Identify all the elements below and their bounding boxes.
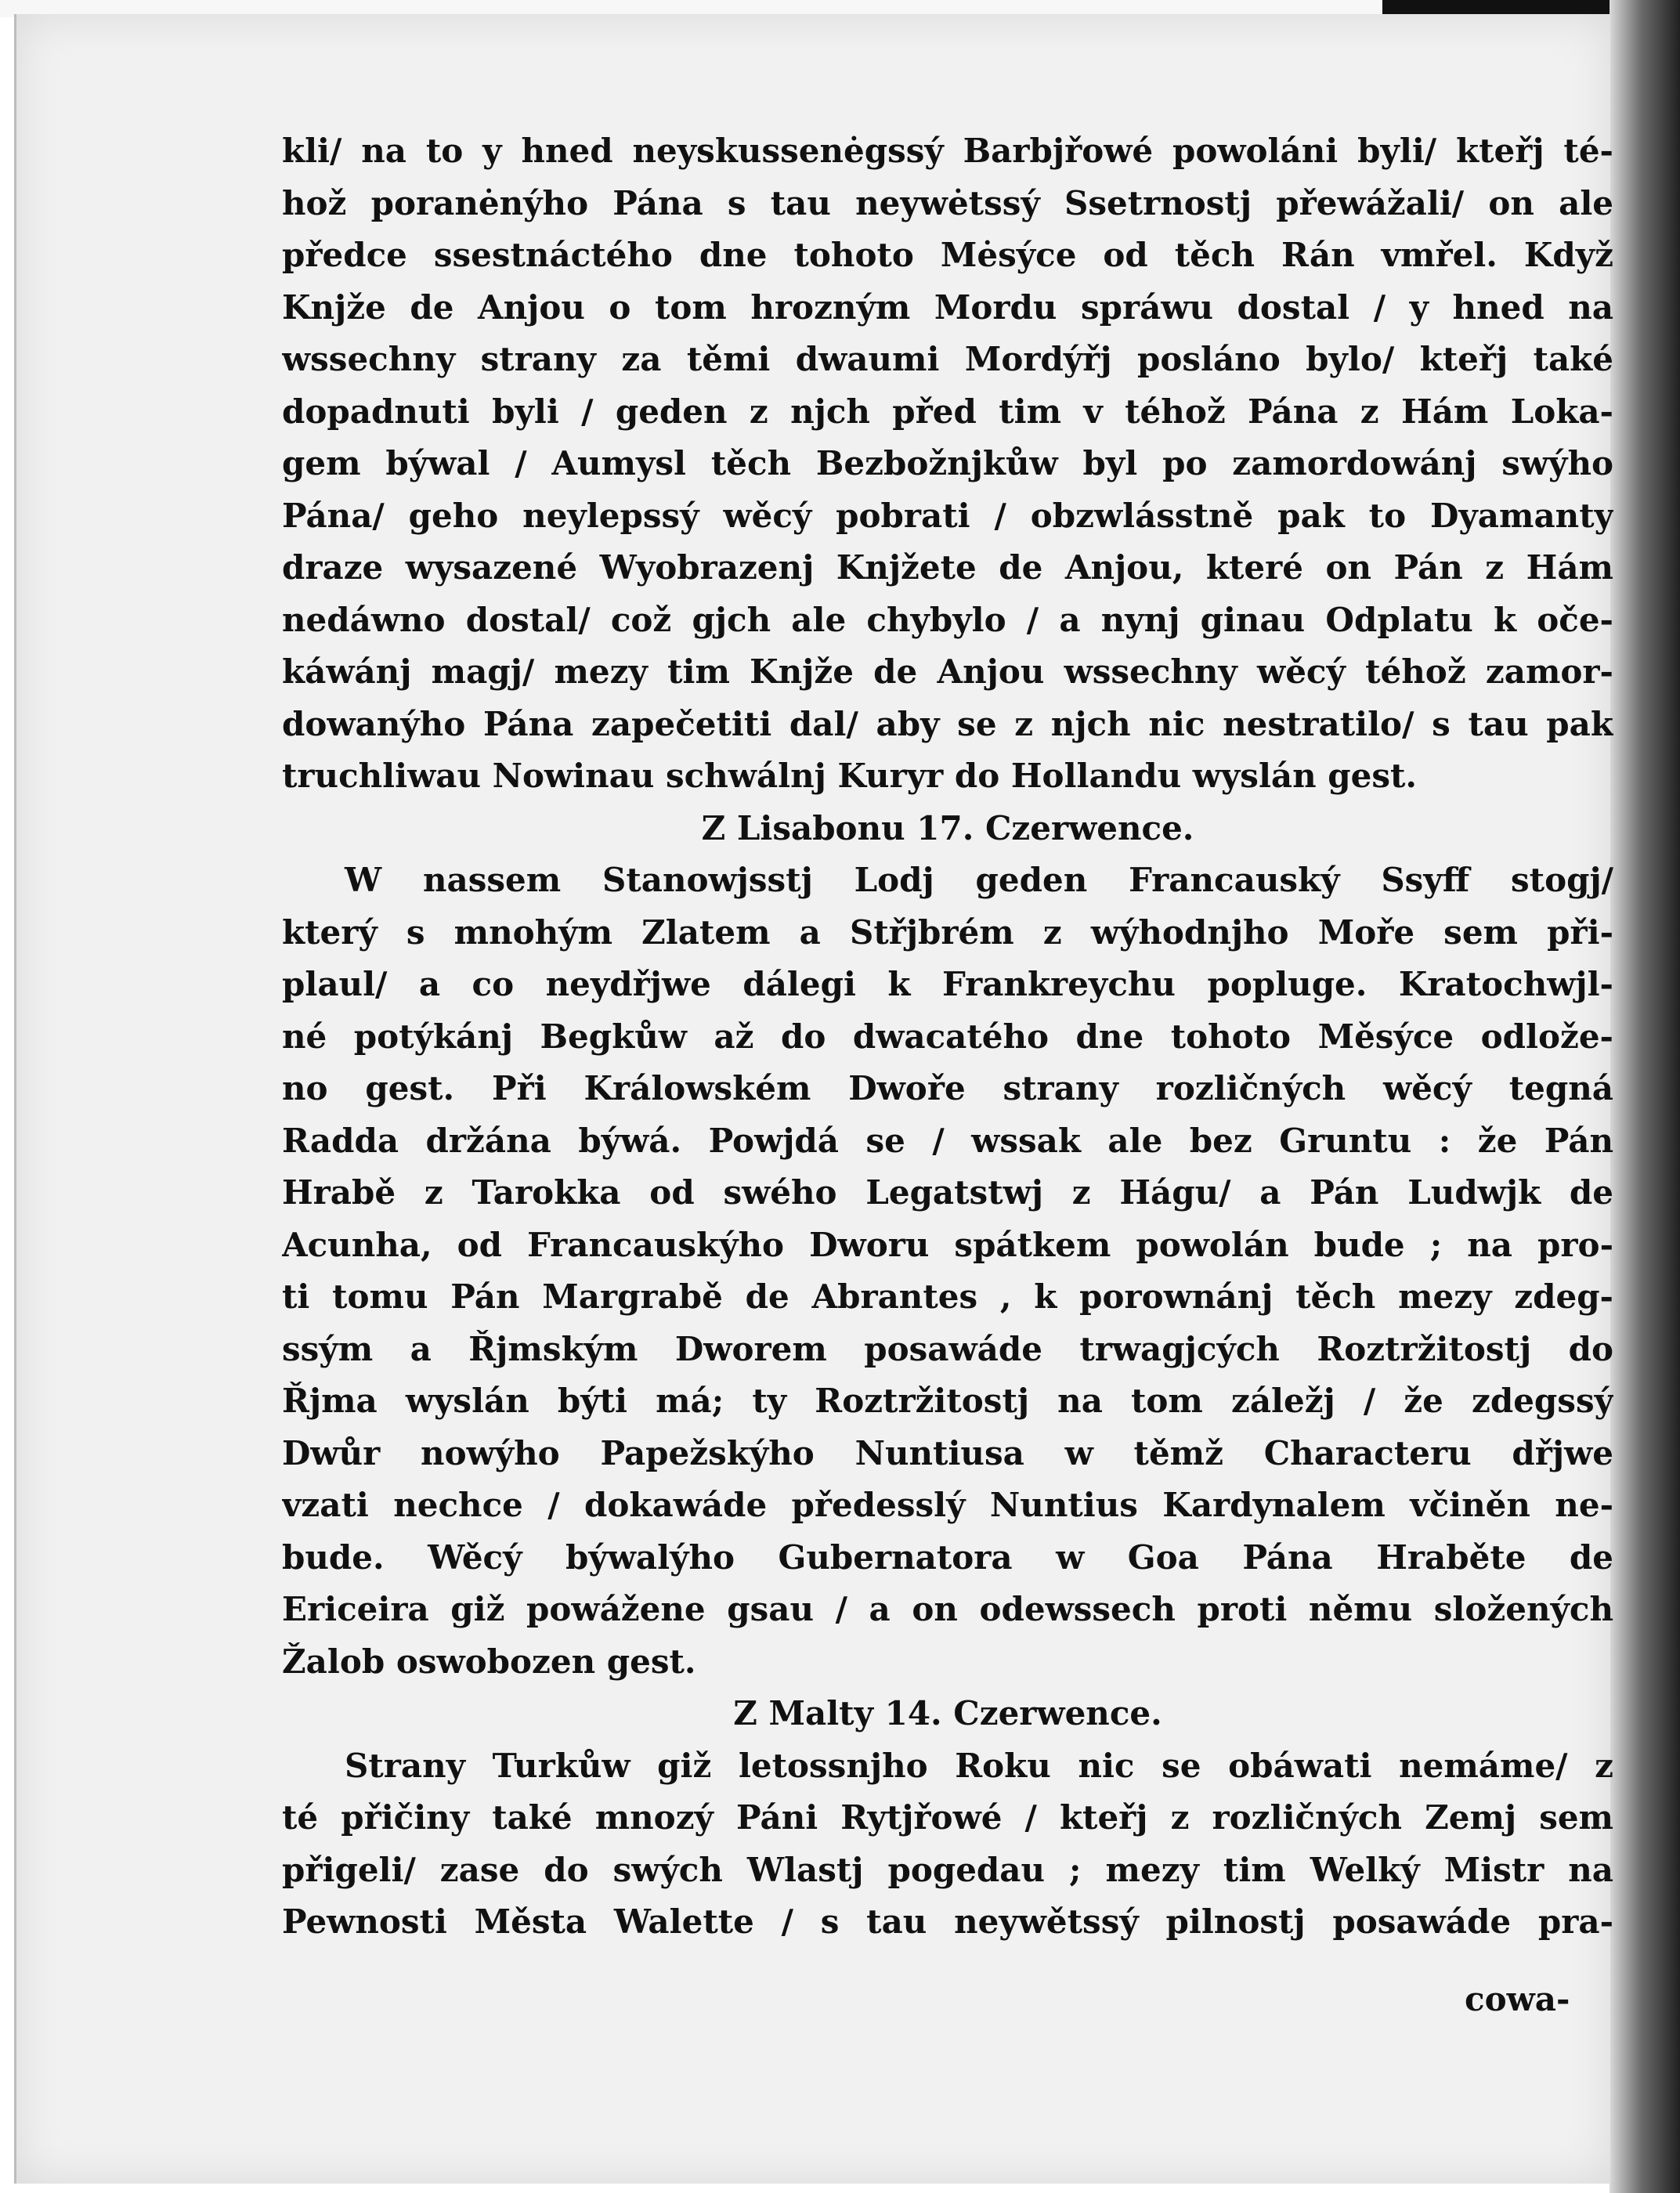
text-line: wssechny strany za těmi dwaumi Mordýřj posláno bylo/ kteřj také [282, 340, 1613, 378]
text-line: no gest. Při Králowském Dwoře strany rozličných wěcý tegná [282, 1069, 1613, 1107]
text-line: káwánj magj/ mezy tim Knjže de Anjou wssechny wěcý téhož zamor- [282, 652, 1613, 691]
text-line: hož poranėnýho Pána s tau neywėtssý Ssetrnostj přewážali/ on ale [282, 183, 1613, 222]
text-line: Pána/ geho neylepssý wěcý pobrati / obzwlásstně pak to Dyamanty [282, 496, 1613, 535]
text-line: Dwůr nowýho Papežskýho Nuntiusa w těmž Characteru dřjwe [282, 1433, 1613, 1472]
text-line: který s mnohým Zlatem a Střjbrém z wýhodnjho Moře sem při- [282, 912, 1613, 952]
page-text-block [282, 125, 1613, 1949]
text-line: bude. Wěcý býwalýho Gubernatora w Goa Pána Hraběte de [282, 1537, 1613, 1577]
text-line: ssým a Řjmským Dworem posawáde trwagjcých Roztržitostj do [282, 1329, 1613, 1368]
text-line: gem býwal / Aumysl těch Bezbožnjkůw byl po zamordowánj swýho [282, 444, 1613, 482]
catchword: cowa- [1465, 1980, 1570, 2018]
text-line: předce ssestnáctého dne tohoto Mėsýce od těch Rán vmřel. Když [282, 236, 1613, 274]
section-heading-malta: Z Malty 14. Czerwence. [733, 1694, 1162, 1732]
text-line: plaul/ a co neydřjwe dálegi k Frankreychu popluge. Kratochwjl- [282, 965, 1613, 1003]
text-line: kli/ na to y hned neyskussenėgssý Barbjřowé powoláni byli/ kteřj té- [282, 132, 1613, 170]
text-line: Pewnosti Města Walette / s tau neywětssý pilnostj posawáde pra- [282, 1902, 1613, 1941]
text-line: Strany Turkůw giž letossnjho Roku nic se obáwati nemáme/ z [345, 1746, 1613, 1785]
text-line: Acunha, od Francauskýho Dworu spátkem powolán bude ; na pro- [282, 1225, 1613, 1264]
text-line: nedáwno dostal/ což gjch ale chybylo / a nynj ginau Odplatu k oče- [282, 600, 1613, 639]
text-line: né potýkánj Begkůw až do dwacatého dne tohoto Měsýce odlože- [282, 1017, 1613, 1056]
text-line: vzati nechce / dokawáde předesslý Nuntius Kardynalem včiněn ne- [282, 1486, 1613, 1524]
text-line: Řjma wyslán býti má; ty Roztržitostj na tom záležj / že zdegssý [282, 1382, 1613, 1420]
text-line: té přičiny také mnozý Páni Rytjřowé / kteřj z rozličných Zemj sem [282, 1798, 1613, 1837]
text-line: truchliwau Nowinau schwálnj Kuryr do Hollandu wyslán gest. [282, 757, 1418, 795]
text-line: Ericeira giž powážene gsau / a on odewssech proti němu složených [282, 1590, 1613, 1628]
text-line: přigeli/ zase do swých Wlastj pogedau ; mezy tim Welký Mistr na [282, 1850, 1613, 1889]
text-line: W nassem Stanowjsstj Lodj geden Francauský Ssyff stogj/ [345, 861, 1613, 899]
text-line: Žalob oswobozen gest. [282, 1642, 696, 1681]
text-line: dopadnuti byli / geden z njch před tim v téhož Pána z Hám Loka- [282, 392, 1613, 431]
binding-shadow [1610, 0, 1680, 2193]
section-heading-lisbon: Z Lisabonu 17. Czerwence. [701, 808, 1194, 847]
text-line: dowanýho Pána zapečetiti dal/ aby se z njch nic nestratilo/ s tau pak [282, 704, 1613, 743]
text-line: Hrabě z Tarokka od swého Legatstwj z Hágu/ a Pán Ludwjk de [282, 1173, 1613, 1212]
text-line: Knjže de Anjou o tom hrozným Mordu spráwu dostal / y hned na [282, 287, 1613, 327]
text-line: ti tomu Pán Margrabě de Abrantes , k porownánj těch mezy zdeg- [282, 1277, 1613, 1316]
text-line: Radda držána býwá. Powjdá se / wssak ale bez Gruntu : že Pán [282, 1121, 1613, 1160]
text-line: draze wysazené Wyobrazenj Knjžete de Anjou, které on Pán z Hám [282, 548, 1613, 587]
